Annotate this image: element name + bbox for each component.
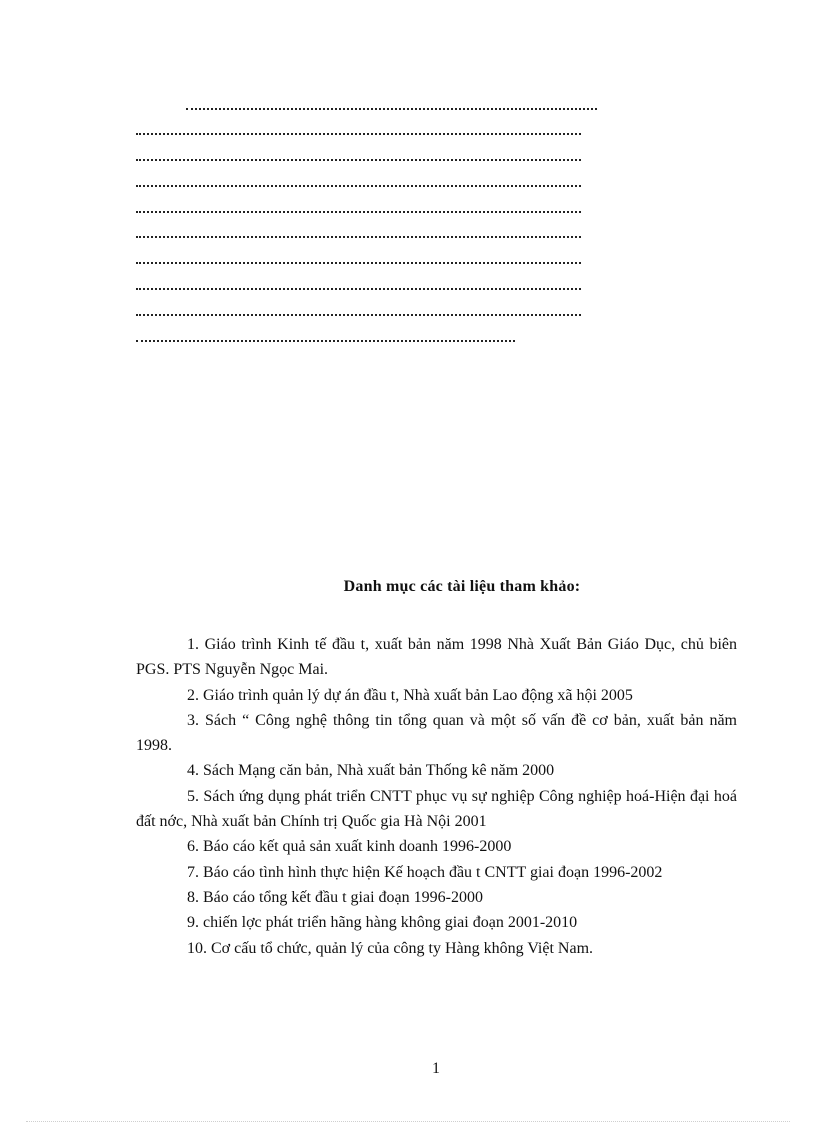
dotted-line xyxy=(136,211,581,213)
dotted-line xyxy=(136,185,581,187)
reference-item: 6. Báo cáo kết quả sản xuất kinh doanh 1996-2000 xyxy=(187,838,512,856)
dotted-line xyxy=(136,159,581,161)
reference-item: 10. Cơ cấu tổ chức, quản lý của công ty Hàng không Việt Nam. xyxy=(187,939,594,957)
reference-item: 9. chiến lợc phát triển hãng hàng không giai đoạn 2001-2010 xyxy=(187,914,578,932)
reference-item: 8. Báo cáo tổng kết đầu t giai đoạn 1996-2000 xyxy=(187,888,483,906)
reference-item: 3. Sách “ Công nghệ thông tin tổng quan và một số vấn đề cơ bản, xuất bản năm 1998. xyxy=(136,711,737,755)
references-heading: Danh mục các tài liệu tham khảo: xyxy=(343,578,581,595)
footer-dotted-rule xyxy=(26,1121,790,1122)
dotted-line xyxy=(136,314,581,316)
reference-item: 7. Báo cáo tình hình thực hiện Kế hoạch đầu t CNTT giai đoạn 1996-2002 xyxy=(187,863,663,881)
dotted-line xyxy=(136,340,515,342)
reference-item: 1. Giáo trình Kinh tế đầu t, xuất bản năm 1998 Nhà Xuất Bản Giáo Dục, chủ biên PGS. PTS Nguyễn Ngọc Mai. xyxy=(136,636,737,679)
reference-item: 2. Giáo trình quản lý dự án đầu t, Nhà xuất bản Lao động xã hội 2005 xyxy=(187,686,633,704)
reference-list xyxy=(136,632,737,961)
reference-item: 5. Sách ứng dụng phát triển CNTT phục vụ sự nghiệp Công nghiệp hoá-Hiện đại hoá đất nớc, Nhà xuất bản Chính trị Quốc gia Hà Nội 2001 xyxy=(136,787,737,831)
reference-item: 4. Sách Mạng căn bản, Nhà xuất bản Thống kê năm 2000 xyxy=(187,762,555,780)
page-number: 1 xyxy=(432,1060,440,1077)
dotted-line xyxy=(136,262,581,264)
dotted-line xyxy=(136,236,581,238)
dotted-line xyxy=(136,133,581,135)
dotted-line xyxy=(186,108,597,110)
dotted-line xyxy=(136,288,581,290)
